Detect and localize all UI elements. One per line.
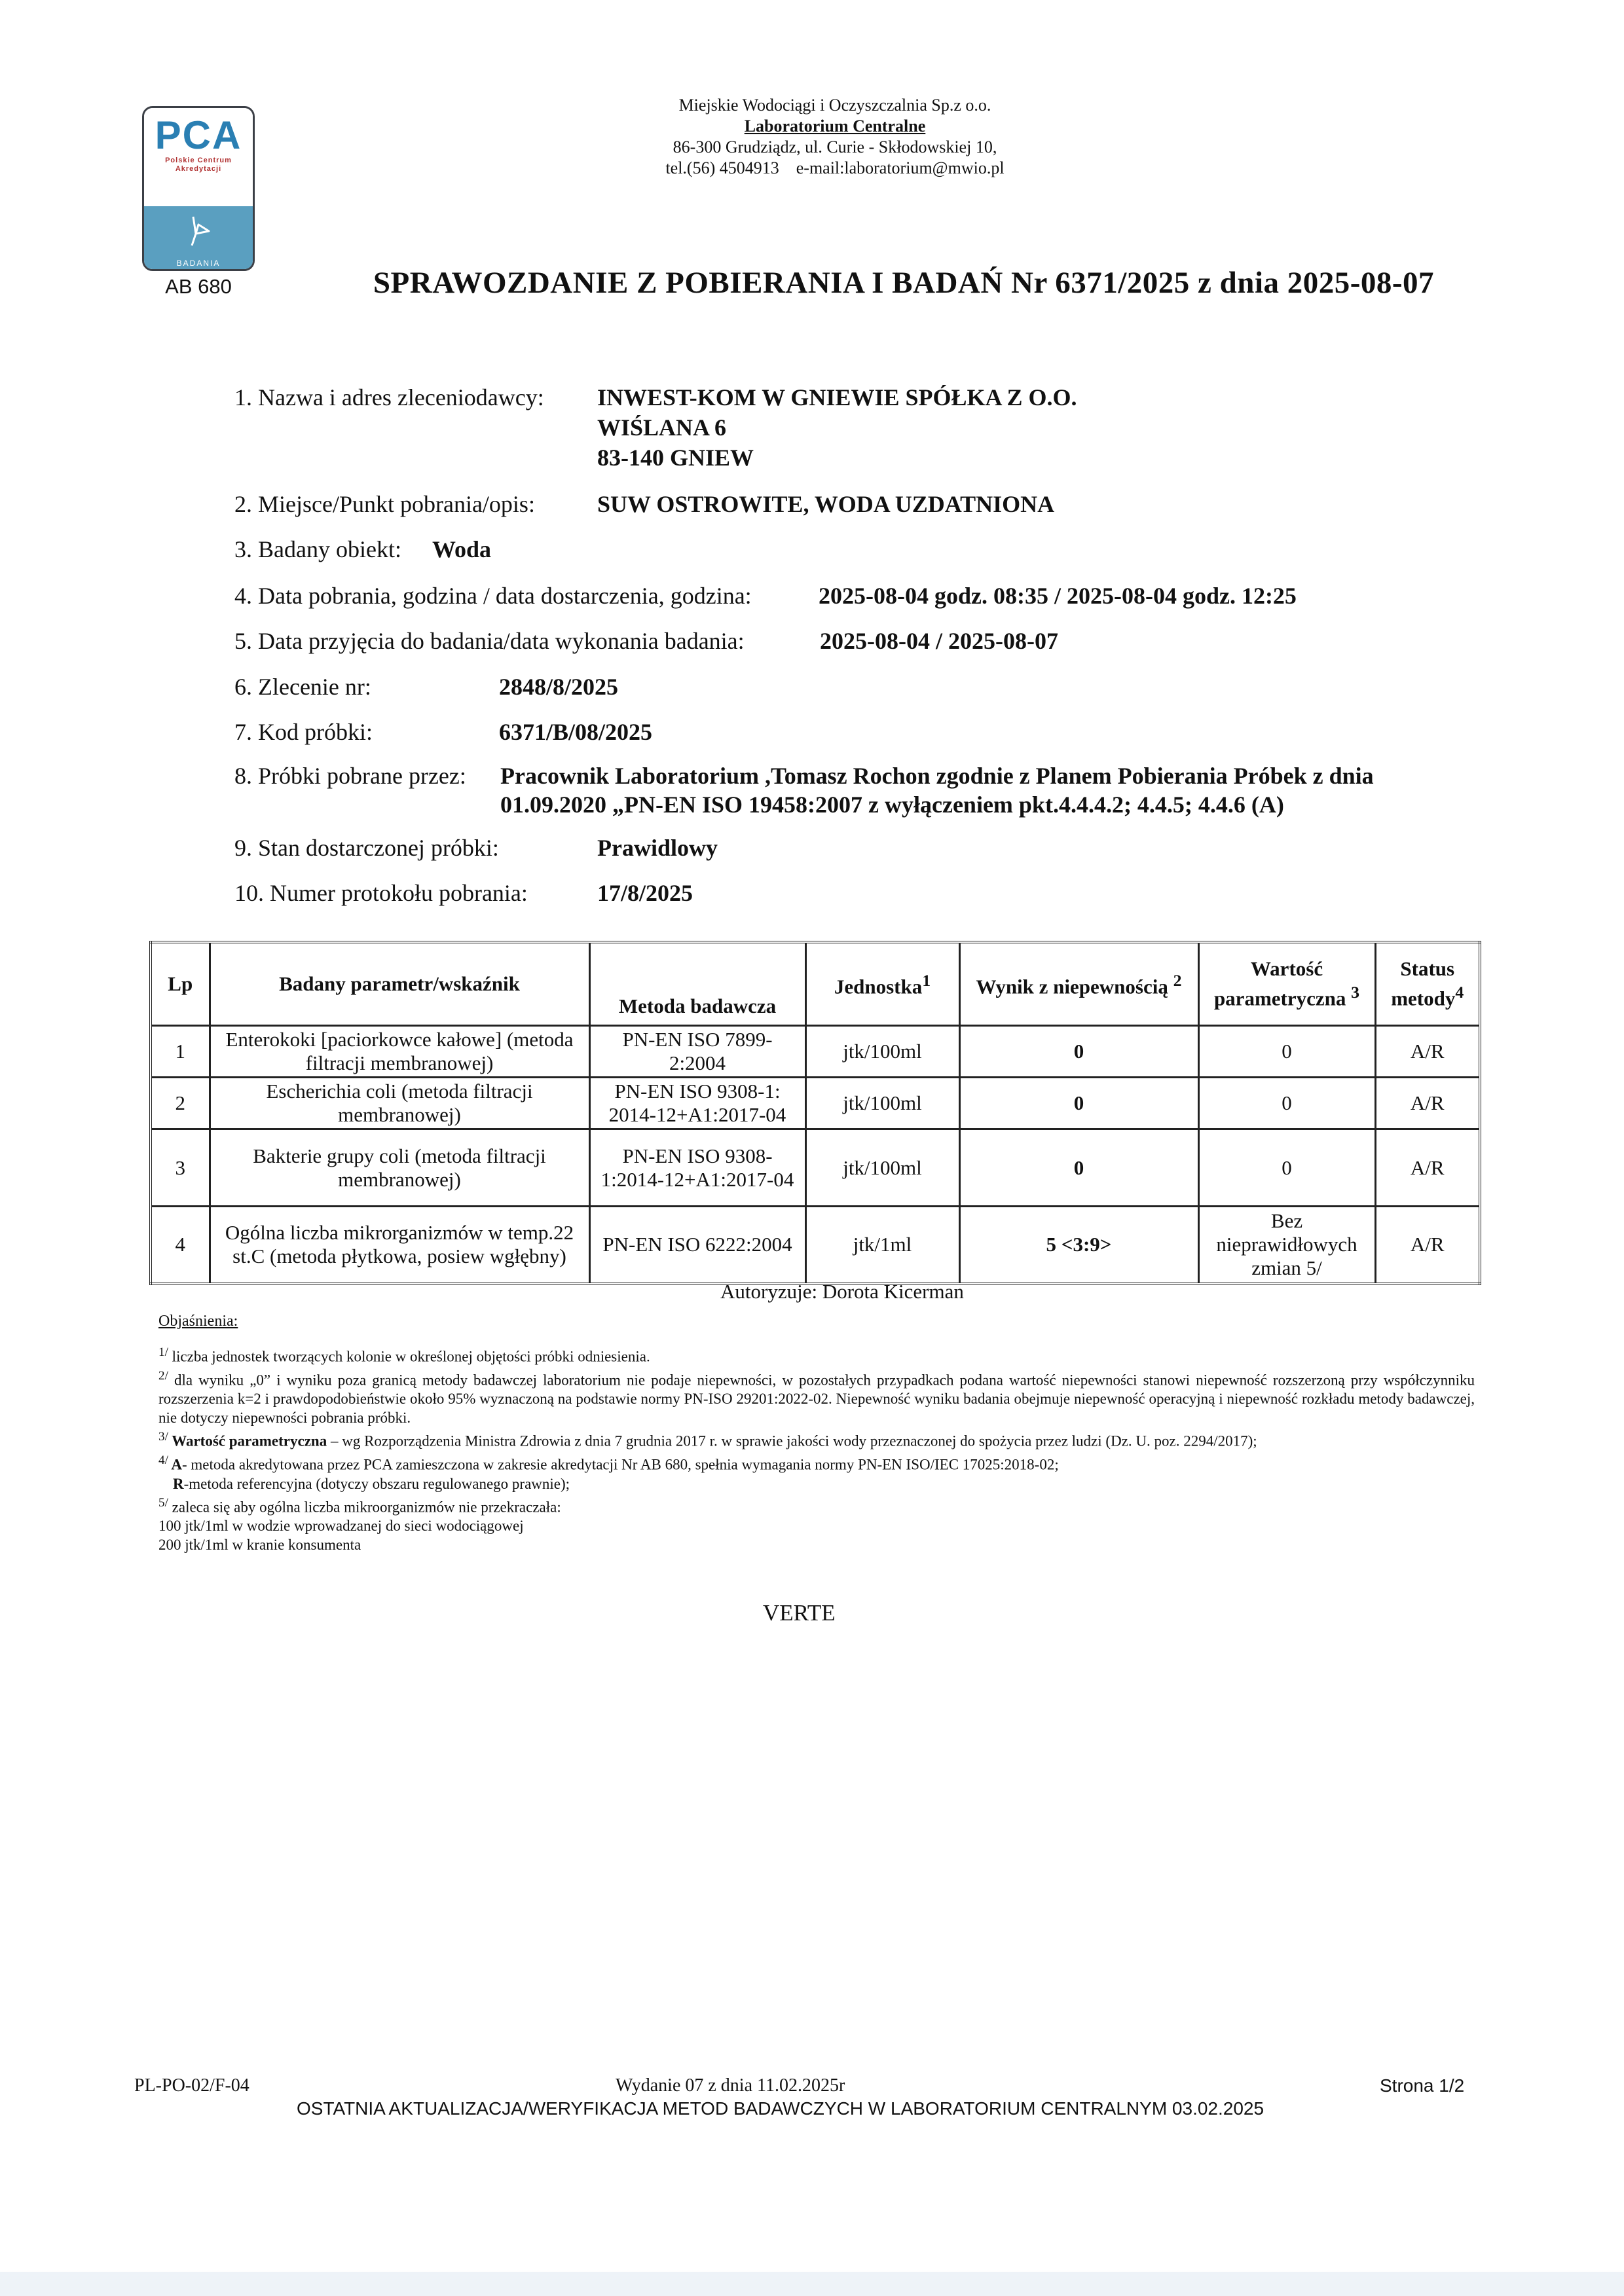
note-2: $^{2/}$ dla wyniku „0” i wyniku poza granicą metody badawczej laboratorium nie podaje niepewności, w pozostałych przypadkach podana wartość niepewności stanowi niepewność rozszerzoną przy współczynniku rozszerzenia k=2 i prawdopodobieństwie około 95% wyznaczoną na podstawie normy PN-ISO 29201:2022-02. Niepewność wyniku badania obejmuje niepewność operacyjną i niepewność rozkładu metody badawczej, nie dotyczy niepewności pobrania próbki. (158, 1368, 1475, 1427)
field-8-label: 8. Próbki pobrane przez: (234, 763, 466, 789)
field-3-value: Woda (432, 536, 492, 562)
row-parametric-value: 0 (1198, 1129, 1375, 1207)
explanations (158, 1312, 1475, 1554)
note-3: $^{3/}$ Wartość parametryczna – wg Rozporządzenia Ministra Zdrowia z dnia 7 grudnia 2017 r. w sprawie jakości wody przeznaczonej do spożycia przez ludzi (Dz. U. poz. 2294/2017); (158, 1430, 1257, 1449)
table-row (151, 1078, 1480, 1129)
row-lp: 3 (151, 1129, 210, 1207)
header-method-status: Status metody$^4$ (1375, 942, 1480, 1026)
results-table (149, 941, 1481, 1285)
field-5-label: 5. Data przyjęcia do badania/data wykonania badania: (234, 628, 745, 654)
field-8-line2: 01.09.2020 „PN-EN ISO 19458:2007 z wyłączeniem pkt.4.4.4.2; 4.4.5; 4.4.6 (A) (500, 792, 1284, 818)
field-9-label: 9. Stan dostarczonej próbki: (234, 835, 499, 861)
row-method: PN-EN ISO 6222:2004 (589, 1207, 805, 1284)
form-edition: Wydanie 07 z dnia 11.02.2025r (616, 2075, 845, 2096)
row-status: A/R (1375, 1207, 1480, 1284)
header-unit: Jednostka$^1$ (805, 942, 959, 1026)
field-8-line1: Pracownik Laboratorium ,Tomasz Rochon zgodnie z Planem Pobierania Próbek z dnia (500, 763, 1374, 789)
row-result: 0 (959, 1078, 1198, 1129)
report-title: SPRAWOZDANIE Z POBIERANIA I BADAŃ Nr 6371/2025 z dnia 2025-08-07 (373, 266, 1435, 300)
row-result: 0 (959, 1129, 1198, 1207)
row-unit: jtk/100ml (805, 1026, 959, 1078)
note-5c: 200 jtk/1ml w kranie konsumenta (158, 1537, 361, 1554)
field-1-line2: WIŚLANA 6 (597, 414, 727, 441)
field-9-value: Prawidlowy (597, 835, 718, 861)
logo-label: BADANIA (176, 259, 221, 268)
field-4-label: 4. Data pobrania, godzina / data dostarczenia, godzina: (234, 583, 752, 609)
form-code: PL-PO-02/F-04 (134, 2075, 249, 2096)
note-4: $^{4/}$ A- metoda akredytowana przez PCA zamieszczona w zakresie akredytacji Nr AB 680, spełnia wymagania normy PN-EN ISO/IEC 17025:2018-02; (158, 1453, 1059, 1473)
row-unit: jtk/100ml (805, 1078, 959, 1129)
header-result: Wynik z niepewnością $^2$ (959, 942, 1198, 1026)
row-status: A/R (1375, 1078, 1480, 1129)
row-parameter: Enterokoki [paciorkowce kałowe] (metoda filtracji membranowej) (210, 1026, 589, 1078)
table-row (151, 1207, 1480, 1284)
note-1: $^{1/}$ liczba jednostek tworzących kolonie w określonej objętości próbki odniesienia. (158, 1345, 650, 1365)
row-result: 5 <3:9> (959, 1207, 1198, 1284)
field-3-label: 3. Badany obiekt: (234, 536, 401, 562)
field-1-label: 1. Nazwa i adres zleceniodawcy: (234, 384, 544, 410)
field-10-label: 10. Numer protokołu pobrania: (234, 880, 528, 906)
lab-contact: tel.(56) 4504913 e-mail:laboratorium@mwio.pl (665, 158, 1005, 177)
field-6-label: 6. Zlecenie nr: (234, 674, 371, 700)
table-header-row (151, 942, 1480, 1026)
row-parameter: Escherichia coli (metoda filtracji membranowej) (210, 1078, 589, 1129)
row-method: PN-EN ISO 9308-1: 2014-12+A1:2017-04 (589, 1078, 805, 1129)
row-lp: 4 (151, 1207, 210, 1284)
logo-subtitle-2: Akredytacji (175, 165, 222, 173)
row-parametric-value: 0 (1198, 1078, 1375, 1129)
header-parametric-value: Wartość parametryczna $^3$ (1198, 942, 1375, 1026)
field-2-label: 2. Miejsce/Punkt pobrania/opis: (234, 491, 535, 517)
header-parameter: Badany parametr/wskaźnik (210, 942, 589, 1026)
logo-subtitle-1: Polskie Centrum (165, 156, 232, 164)
logo-text: PCA (155, 113, 242, 157)
field-4-value: 2025-08-04 godz. 08:35 / 2025-08-04 godz. 12:25 (819, 583, 1297, 609)
field-2-value: SUW OSTROWITE, WODA UZDATNIONA (597, 491, 1055, 517)
field-1-line1: INWEST-KOM W GNIEWIE SPÓŁKA Z O.O. (597, 384, 1077, 410)
row-lp: 2 (151, 1078, 210, 1129)
explanations-heading: Objaśnienia: (158, 1313, 238, 1330)
note-4b: R-metoda referencyjna (dotyczy obszaru regulowanego prawnie); (173, 1475, 570, 1492)
row-status: A/R (1375, 1129, 1480, 1207)
row-unit: jtk/100ml (805, 1129, 959, 1207)
field-1-line3: 83-140 GNIEW (597, 445, 754, 471)
row-result: 0 (959, 1026, 1198, 1078)
row-parametric-value: Bez nieprawidłowych zmian 5/ (1198, 1207, 1375, 1284)
verte-label: VERTE (763, 1600, 836, 1626)
field-7-value: 6371/B/08/2025 (499, 719, 653, 745)
pca-logo (142, 106, 255, 271)
header-lp: Lp (151, 942, 210, 1026)
note-5: $^{5/}$ zaleca się aby ogólna liczba mikroorganizmów nie przekraczała: (158, 1495, 561, 1516)
field-6-value: 2848/8/2025 (499, 674, 619, 700)
header-method: Metoda badawcza (589, 942, 805, 1026)
row-method: PN-EN ISO 9308-1:2014-12+A1:2017-04 (589, 1129, 805, 1207)
field-7-label: 7. Kod próbki: (234, 719, 373, 745)
row-unit: jtk/1ml (805, 1207, 959, 1284)
lab-address: 86-300 Grudziądz, ul. Curie - Skłodowskiej 10, (673, 137, 997, 156)
methods-update-note: OSTATNIA AKTUALIZACJA/WERYFIKACJA METOD BADAWCZYCH W LABORATORIUM CENTRALNYM 03.02.2025 (297, 2098, 1264, 2119)
row-parametric-value: 0 (1198, 1026, 1375, 1078)
row-method: PN-EN ISO 7899-2:2004 (589, 1026, 805, 1078)
field-5-value: 2025-08-04 / 2025-08-07 (820, 628, 1058, 654)
row-parameter: Ogólna liczba mikrorganizmów w temp.22 st.C (metoda płytkowa, posiew wgłębny) (210, 1207, 589, 1284)
note-5b: 100 jtk/1ml w wodzie wprowadzanej do sieci wodociągowej (158, 1518, 524, 1535)
row-parameter: Bakterie grupy coli (metoda filtracji membranowej) (210, 1129, 589, 1207)
row-lp: 1 (151, 1026, 210, 1078)
table-row (151, 1129, 1480, 1207)
scan-bottom-edge (0, 2272, 1624, 2296)
lab-header (498, 95, 1172, 179)
lab-department: Laboratorium Centralne (744, 117, 926, 136)
authorized-by: Autoryzuje: Dorota Kicerman (720, 1280, 964, 1303)
row-status: A/R (1375, 1026, 1480, 1078)
lab-name: Miejskie Wodociągi i Oczyszczalnia Sp.z o.o. (678, 96, 991, 115)
accreditation-number: AB 680 (165, 275, 232, 298)
accreditation-mark-icon (179, 211, 218, 251)
field-10-value: 17/8/2025 (597, 880, 693, 906)
page-number: Strona 1/2 (1380, 2075, 1465, 2096)
table-row (151, 1026, 1480, 1078)
